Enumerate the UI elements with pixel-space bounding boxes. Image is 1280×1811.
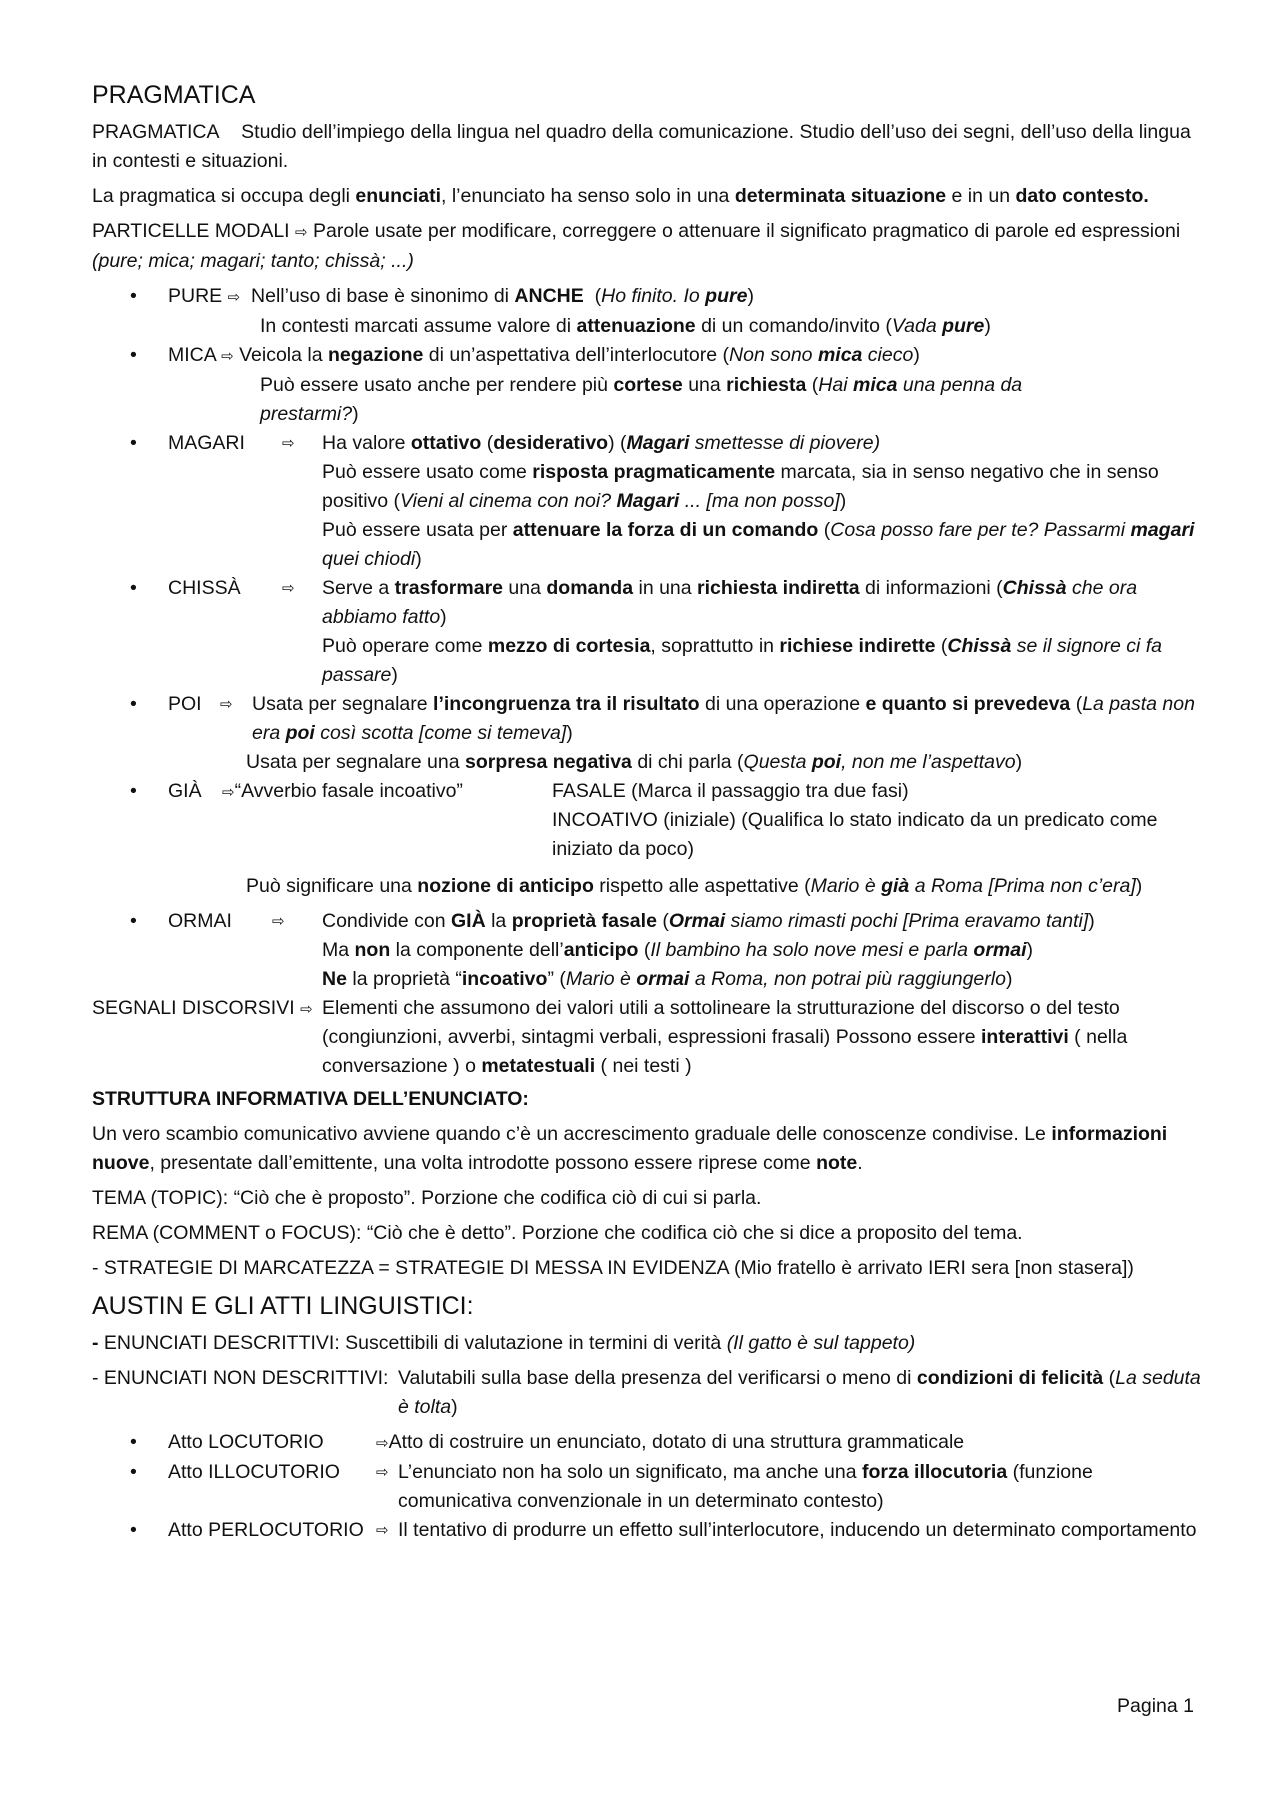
arrow-icon: ⇨: [221, 348, 234, 365]
arrow-icon: ⇨: [227, 289, 241, 306]
austin-title: AUSTIN E GLI ATTI LINGUISTICI:: [92, 1292, 474, 1320]
bullet-icon: •: [130, 285, 137, 307]
atto-illocutorio: • Atto ILLOCUTORIO ⇨ L’enunciato non ha solo un significato, ma anche una forza illocutoria (funzione comunicativa convenzionale in un determinato contesto): [92, 1458, 1202, 1516]
tema-definition: TEMA (TOPIC): “Ciò che è proposto”. Porzione che codifica ciò di cui si parla.: [92, 1187, 762, 1209]
segnali-discorsivi: SEGNALI DISCORSIVI ⇨ Elementi che assumono dei valori utili a sottolineare la strutturazione del discorso o del testo (congiunzioni, avverbi, sintagmi verbali, espressioni frasali) Possono essere interattivi ( nella conversazione ) o metatestuali ( nei testi ): [92, 997, 1128, 1077]
struttura-paragraph: Un vero scambio comunicativo avviene quando c’è un accrescimento graduale delle conoscenze condivise. Le informazioni nuove, presentate dall’emittente, una volta introdotte possono essere riprese come note.: [92, 1123, 1168, 1174]
bullet-icon: •: [130, 344, 137, 366]
arrow-icon: ⇨: [282, 435, 295, 452]
intro-definition: PRAGMATICA Studio dell’impiego della lingua nel quadro della comunicazione. Studio dell’uso dei segni, dell’uso della lingua in contesti e situazioni.: [92, 121, 1191, 172]
bullet-icon: •: [130, 1431, 137, 1453]
list-item-poi: • POI ⇨ Usata per segnalare l’incongruenza tra il risultato di una operazione e quanto si prevedeva (La pasta non era poi così scotta [come si temeva]) Usata per segnalare una sorpresa negativa di chi parla (Questa poi, non me l’aspettavo): [92, 690, 1202, 777]
list-item-ormai: • ORMAI ⇨ Condivide con GIÀ la proprietà fasale (Ormai siamo rimasti pochi [Prima eravamo tanti]) Ma non la componente dell’anticipo (Il bambino ha solo nove mesi e parla ormai) Ne la proprietà “incoativo” (Mario è ormai a Roma, non potrai più raggiungerlo): [92, 907, 1202, 994]
list-item-mica: • MICA ⇨ Veicola la negazione di un’aspettativa dell’interlocutore (Non sono mica cieco) Può essere usato anche per rendere più cortese una richiesta (Hai mica una penna da prestarmi?): [92, 341, 1202, 429]
bullet-icon: •: [130, 577, 137, 599]
list-item-magari: • MAGARI ⇨ Ha valore ottativo (desiderativo) (Magari smettesse di piovere) Può essere usato come risposta pragmaticamente marcata, sia in senso negativo che in senso positivo (Vieni al cinema con noi? Magari ... [ma non posso]) Può essere usata per attenuare la forza di un comando (Cosa posso fare per te? Passarmi magari quei chiodi): [92, 429, 1202, 574]
page-title: PRAGMATICA: [92, 81, 256, 109]
document-page: [92, 78, 1202, 1545]
arrow-icon: ⇨: [222, 784, 235, 801]
bullet-icon: •: [130, 432, 137, 454]
arrow-icon: ⇨: [376, 1464, 389, 1481]
strategie-line: - STRATEGIE DI MARCATEZZA = STRATEGIE DI MESSA IN EVIDENZA (Mio fratello è arrivato IERI sera [non stasera]): [92, 1257, 1134, 1279]
bullet-icon: •: [130, 1461, 137, 1483]
list-item-chissa: • CHISSÀ ⇨ Serve a trasformare una domanda in una richiesta indiretta di informazioni (Chissà che ora abbiamo fatto) Può operare come mezzo di cortesia, soprattutto in richiese indirette (Chissà se il signore ci fa passare): [92, 574, 1202, 690]
gia-anticipo: Può significare una nozione di anticipo rispetto alle aspettative (Mario è già a Roma [Prima non c’era]): [246, 875, 1143, 897]
rema-definition: REMA (COMMENT o FOCUS): “Ciò che è detto”. Porzione che codifica ciò che si dice a proposito del tema.: [92, 1222, 1023, 1244]
bullet-icon: •: [130, 780, 137, 802]
struttura-title: STRUTTURA INFORMATIVA DELL’ENUNCIATO:: [92, 1088, 529, 1110]
arrow-icon: ⇨: [300, 1001, 313, 1018]
list-item-pure: • PURE ⇨ Nell’uso di base è sinonimo di ANCHE (Ho finito. Io pure) In contesti marcati assume valore di attenuazione di un comando/invito (Vada pure): [92, 282, 1202, 341]
bullet-icon: •: [130, 693, 137, 715]
enunciati-non-descrittivi: - ENUNCIATI NON DESCRITTIVI: Valutabili sulla base della presenza del verificarsi o meno di condizioni di felicità (La seduta è tolta): [92, 1367, 1201, 1418]
bullet-icon: •: [130, 1519, 137, 1541]
atto-perlocutorio: • Atto PERLOCUTORIO ⇨ Il tentativo di produrre un effetto sull’interlocutore, inducendo un determinato comportamento: [92, 1516, 1202, 1545]
arrow-icon: ⇨: [272, 913, 285, 930]
intro-paragraph: La pragmatica si occupa degli enunciati, l’enunciato ha senso solo in una determinata situazione e in un dato contesto.: [92, 185, 1149, 207]
arrow-icon: ⇨: [282, 580, 295, 597]
bullet-icon: •: [130, 910, 137, 932]
atto-locutorio: • Atto LOCUTORIO ⇨Atto di costruire un enunciato, dotato di una struttura grammaticale: [92, 1428, 1202, 1458]
enunciati-descrittivi: - ENUNCIATI DESCRITTIVI: Suscettibili di valutazione in termini di verità (Il gatto è sul tappeto): [92, 1332, 916, 1354]
arrow-icon: ⇨: [220, 696, 233, 713]
list-item-gia: • GIÀ ⇨“Avverbio fasale incoativo” FASALE (Marca il passaggio tra due fasi) INCOATIVO (iniziale) (Qualifica lo stato indicato da un predicato come iniziato da poco): [92, 777, 1202, 864]
particelle-definition: PARTICELLE MODALI ⇨ Parole usate per modificare, correggere o attenuare il significato pragmatico di parole ed espressioni (pure; mica; magari; tanto; chissà; ...): [92, 220, 1181, 272]
arrow-icon: ⇨: [376, 1522, 389, 1539]
arrow-icon: ⇨: [376, 1435, 389, 1452]
arrow-icon: ⇨: [295, 224, 308, 241]
page-number: Pagina 1: [1117, 1695, 1194, 1717]
